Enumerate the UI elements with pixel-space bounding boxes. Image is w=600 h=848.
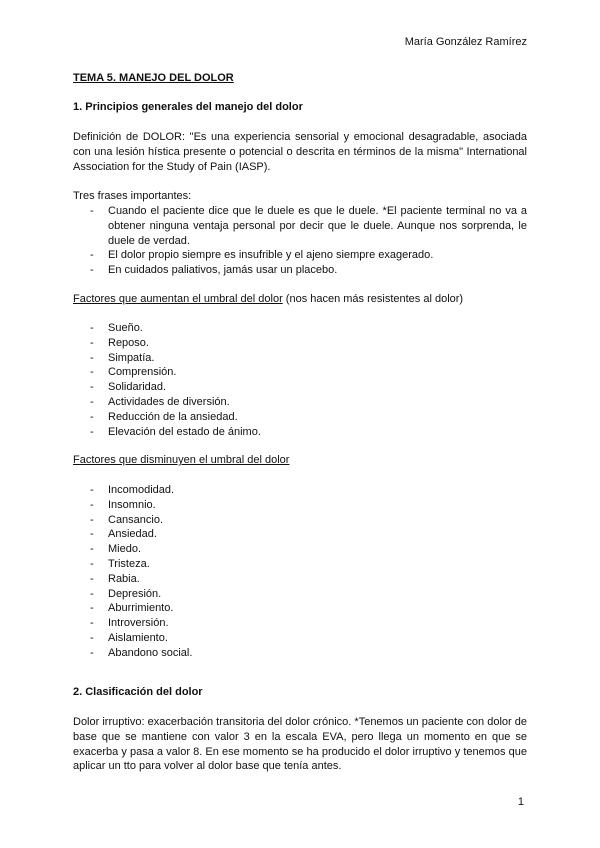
list-item: - Aislamiento. <box>73 631 527 646</box>
list-item: - Cuando el paciente dice que le duele es que le duele. *El paciente terminal no va a obtener ninguna ventaja personal por decir que le duele. Aunque nos sorprenda, le duele de verdad. <box>73 204 527 248</box>
list-item: - Actividades de diversión. <box>73 395 527 410</box>
list-item: - En cuidados paliativos, jamás usar un placebo. <box>73 263 527 278</box>
pain-definition: Definición de DOLOR: "Es una experiencia sensorial y emocional desagradable, asociada con una lesión hística presente o potencial o descrita en términos de la misma" International Association for the Study of Pain (IASP). <box>73 131 527 173</box>
list-item: - El dolor propio siempre es insufrible y el ajeno siempre exagerado. <box>73 248 527 263</box>
list-item: - Elevación del estado de ánimo. <box>73 425 527 440</box>
increase-factors-list <box>73 321 527 439</box>
list-item: - Cansancio. <box>73 513 527 528</box>
increase-factors-heading <box>73 292 527 307</box>
document-title: TEMA 5. MANEJO DEL DOLOR <box>73 72 234 84</box>
list-item: - Reposo. <box>73 336 527 351</box>
page-number: 1 <box>517 796 524 808</box>
list-item: - Comprensión. <box>73 365 527 380</box>
decrease-factors-title: Factores que disminuyen el umbral del dolor <box>73 454 290 466</box>
increase-factors-note: (nos hacen más resistentes al dolor) <box>282 293 464 305</box>
list-item: - Sueño. <box>73 321 527 336</box>
section-1-heading: 1. Principios generales del manejo del dolor <box>73 101 303 113</box>
decrease-factors-list <box>73 483 527 661</box>
page-header-author: María González Ramírez <box>404 36 527 48</box>
list-item: - Simpatía. <box>73 351 527 366</box>
list-item: - Reducción de la ansiedad. <box>73 410 527 425</box>
list-item: - Ansiedad. <box>73 527 527 542</box>
list-item: - Solidaridad. <box>73 380 527 395</box>
breakthrough-pain-paragraph: Dolor irruptivo: exacerbación transitoria del dolor crónico. *Tenemos un paciente con dolor de base que se mantiene con valor 3 en la escala EVA, pero llega un momento en que se exacerba y pasa a valor 8. En ese momento se ha producido el dolor irruptivo y tenemos que aplicar un tto para volver al dolor base que tenía antes. <box>73 716 527 773</box>
list-item: - Insomnio. <box>73 498 527 513</box>
list-item: - Rabia. <box>73 572 527 587</box>
list-item: - Tristeza. <box>73 557 527 572</box>
list-item: - Introversión. <box>73 616 527 631</box>
list-item: - Depresión. <box>73 587 527 602</box>
phrases-intro: Tres frases importantes: <box>73 190 192 202</box>
section-2-heading: 2. Clasificación del dolor <box>73 686 203 698</box>
list-item: - Incomodidad. <box>73 483 527 498</box>
increase-factors-title: Factores que aumentan el umbral del dolor <box>73 293 283 305</box>
phrases-list <box>73 204 527 278</box>
list-item: - Aburrimiento. <box>73 601 527 616</box>
list-item: - Abandono social. <box>73 646 527 661</box>
list-item: - Miedo. <box>73 542 527 557</box>
